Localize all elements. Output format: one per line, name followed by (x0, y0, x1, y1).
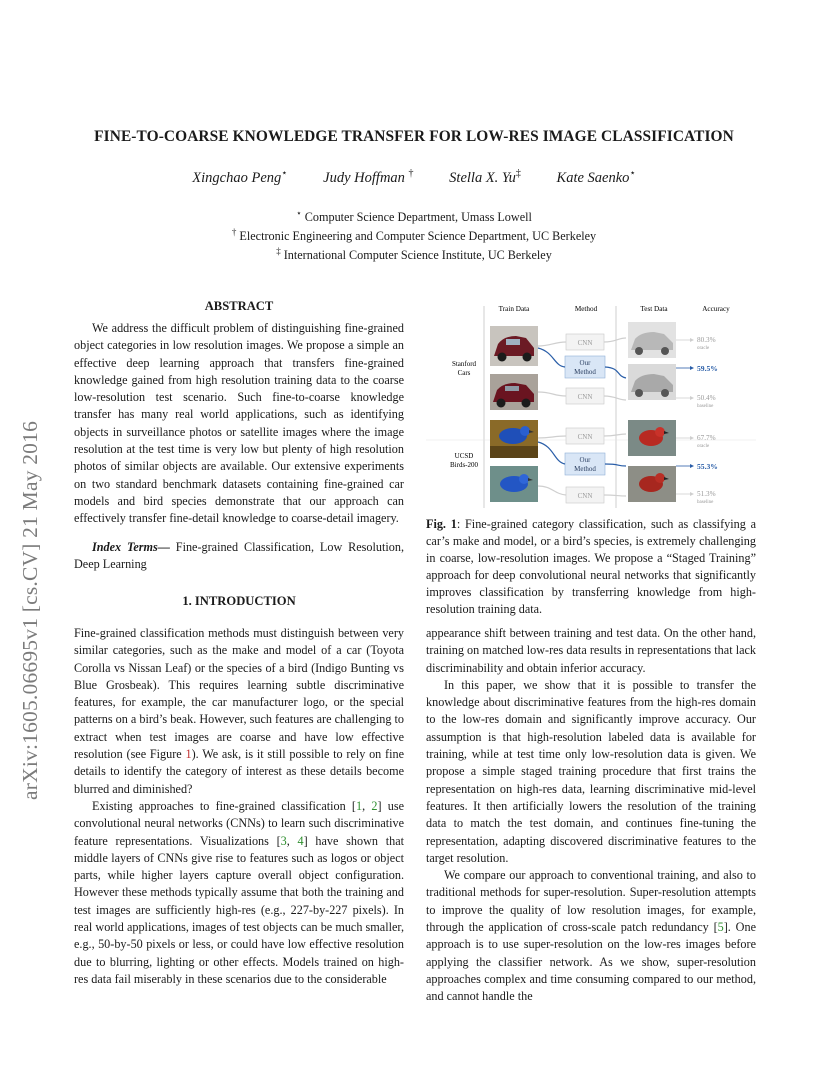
introduction-heading: 1. INTRODUCTION (182, 594, 296, 608)
citation-link[interactable]: 3 (280, 833, 287, 848)
arxiv-identifier: arXiv:1605.06695v1 [cs.CV] 21 May 2016 (18, 420, 42, 800)
svg-text:Our: Our (579, 359, 591, 367)
affiliation: ‡ International Computer Science Institute, UC Berkeley (276, 246, 552, 263)
svg-text:CNN: CNN (577, 492, 593, 500)
method-box-cnn (566, 428, 604, 444)
svg-text:CNN: CNN (577, 339, 593, 347)
author: Xingchao Peng⋆ (192, 168, 288, 186)
header-method: Method (574, 305, 598, 313)
accuracy-value: 51.3% (697, 490, 716, 498)
train-bird-image (490, 420, 538, 458)
group-label: UCSD (454, 452, 474, 460)
test-bird-image (628, 466, 676, 502)
author: Judy Hoffman † (323, 168, 414, 186)
accuracy-tag: oracle (697, 346, 710, 351)
svg-text:CNN: CNN (577, 433, 593, 441)
svg-text:CNN: CNN (577, 393, 593, 401)
figure-1 (426, 296, 756, 510)
header-test-data: Test Data (640, 305, 668, 313)
affiliation: ⋆ Computer Science Department, Umass Lowell (296, 208, 532, 225)
test-car-image (628, 322, 676, 358)
accuracy-tag: baseline (697, 404, 714, 409)
header-train-data: Train Data (498, 305, 530, 313)
svg-text:Method: Method (574, 465, 596, 473)
abstract-heading: ABSTRACT (204, 299, 274, 313)
method-box-our-method (565, 453, 605, 475)
author: Kate Saenko⋆ (556, 168, 636, 186)
group-label: Cars (457, 369, 471, 377)
group-label: Stanford (451, 360, 477, 368)
accuracy-tag: baseline (697, 500, 714, 505)
citation-link[interactable]: 4 (297, 833, 304, 848)
svg-text:Our: Our (579, 456, 591, 464)
method-box-cnn (566, 487, 604, 503)
paper-title: FINE-TO-COARSE KNOWLEDGE TRANSFER FOR LOW-RES IMAGE CLASSIFICATION (94, 128, 734, 145)
citation-link[interactable]: 1 (355, 798, 363, 813)
method-box-cnn (566, 334, 604, 350)
test-bird-image (628, 420, 676, 456)
figure-diagram (426, 296, 756, 510)
group-label: Birds-200 (450, 461, 478, 469)
method-box-our-method (565, 356, 605, 378)
citation-link[interactable]: 5 (717, 920, 724, 935)
affiliation: † Electronic Engineering and Computer Science Department, UC Berkeley (231, 227, 597, 244)
header-accuracy: Accuracy (702, 305, 730, 313)
test-car-image (628, 364, 676, 400)
abstract-text: We address the difficult problem of distinguishing fine-grained object categories in low resolution images. We propose a simple an effective deep learning approach that transfers fine-grained knowledge gained from high resolution training data to the coarse low-resolution test scenario. Such fine-to-coarse knowledge transfer has many real world applications, such as identifying objects in surveillance photos or satellite images where the image resolution at the test time is very low but plenty of high resolution photos of similar objects are available. Our extensive experiments on two standard benchmark datasets containing fine-grained car models and bird species demonstrate that our approach can effectively transfer fine-detail knowledge to coarse-detail imagery. (74, 321, 404, 526)
citation-link[interactable]: 2 (371, 798, 378, 813)
train-car-image (490, 374, 538, 410)
accuracy-value: 59.5% (697, 364, 718, 373)
accuracy-value: 67.7% (697, 434, 716, 442)
index-terms: Index Terms— Fine-grained Classification, Low Resolution, Deep Learning (74, 540, 404, 572)
train-bird-image (490, 466, 538, 502)
introduction-text: Fine-grained classification methods must distinguish between very similar categories, such as the make and model of a car (Toyota Corolla vs Nissan Leaf) or the species of a bird (Indigo Bunting vs Blue Grosbeak). This requires learning subtle discriminative features, for example, the car manufacturer logo, or the special patterns on a bird’s beak. However, such features are challenging to extract when test images are coarse and have low effective resolution (see Figure 1). We ask, is it still possible to rely on fine details to identify the category of interest as these details become blurred and diminished? Existing approaches to fine-grained classification [1, 2] use convolutional neural networks (CNNs) to learn such discriminative feature representations. Visualizations [3, 4] have shown that middle layers of CNNs give rise to features such as logos or object parts, while higher layers capture overall object configuration. However these methods typically assume that both the training and test images are sufficiently high-res (e.g., 227-by-227 pixels). In real world applications, images of test objects can be much smaller, e.g., 50-by-50 pixels or less, or could have low effective resolution due to blurring, lighting or other effects. Models trained on high-res data fail miserably in these scenarios due to the considerable (74, 626, 404, 986)
method-box-cnn (566, 388, 604, 404)
accuracy-value: 55.3% (697, 462, 718, 471)
accuracy-value: 80.3% (697, 336, 716, 344)
figure-caption: Fig. 1: Fine-grained category classification, such as classifying a car’s make and model, or a bird’s species, is extremely challenging in coarse, low-resolution images. We propose a “Staged Training” approach for deep convolutional neural networks that significantly improves classification by transferring knowledge from high-resolution training data. (426, 517, 756, 617)
author: Stella X. Yu‡ (449, 168, 521, 186)
author-list (0, 168, 828, 187)
train-car-image (490, 326, 538, 366)
figure-reference-link[interactable]: 1 (185, 747, 192, 762)
accuracy-tag: oracle (697, 444, 710, 449)
right-column-text: appearance shift between training and test data. On the other hand, training on matched low-res data results in representations that lack discriminability and obtain inferior accuracy. In this paper, we show that it is possible to transfer the knowledge about discriminative features from the high-res domain to the low-res domain and significantly improve accuracy. Our assumption is that high-resolution labeled data is available for training, while at test time only low-resolution data is given. We propose a simple staged training procedure that first trains the representation on high-res data, learning discriminative mid-level features. It then artificially lowers the resolution of the training data to match the test domain, and continues fine-tuning the representation, adapting discovered discriminative features to the target resolution. We compare our approach to conventional training, and also to traditional methods for super-resolution. Super-resolution attempts to improve the quality of low resolution images, for example, through the application of cross-scale patch redundancy [5]. One approach is to use super-resolution on the low-res images before applying the classifier network. As we show, super-resolution approaches complex and time consuming compared to our method, and cannot handle the (426, 626, 756, 1004)
svg-text:Method: Method (574, 368, 596, 376)
accuracy-value: 50.4% (697, 394, 716, 402)
